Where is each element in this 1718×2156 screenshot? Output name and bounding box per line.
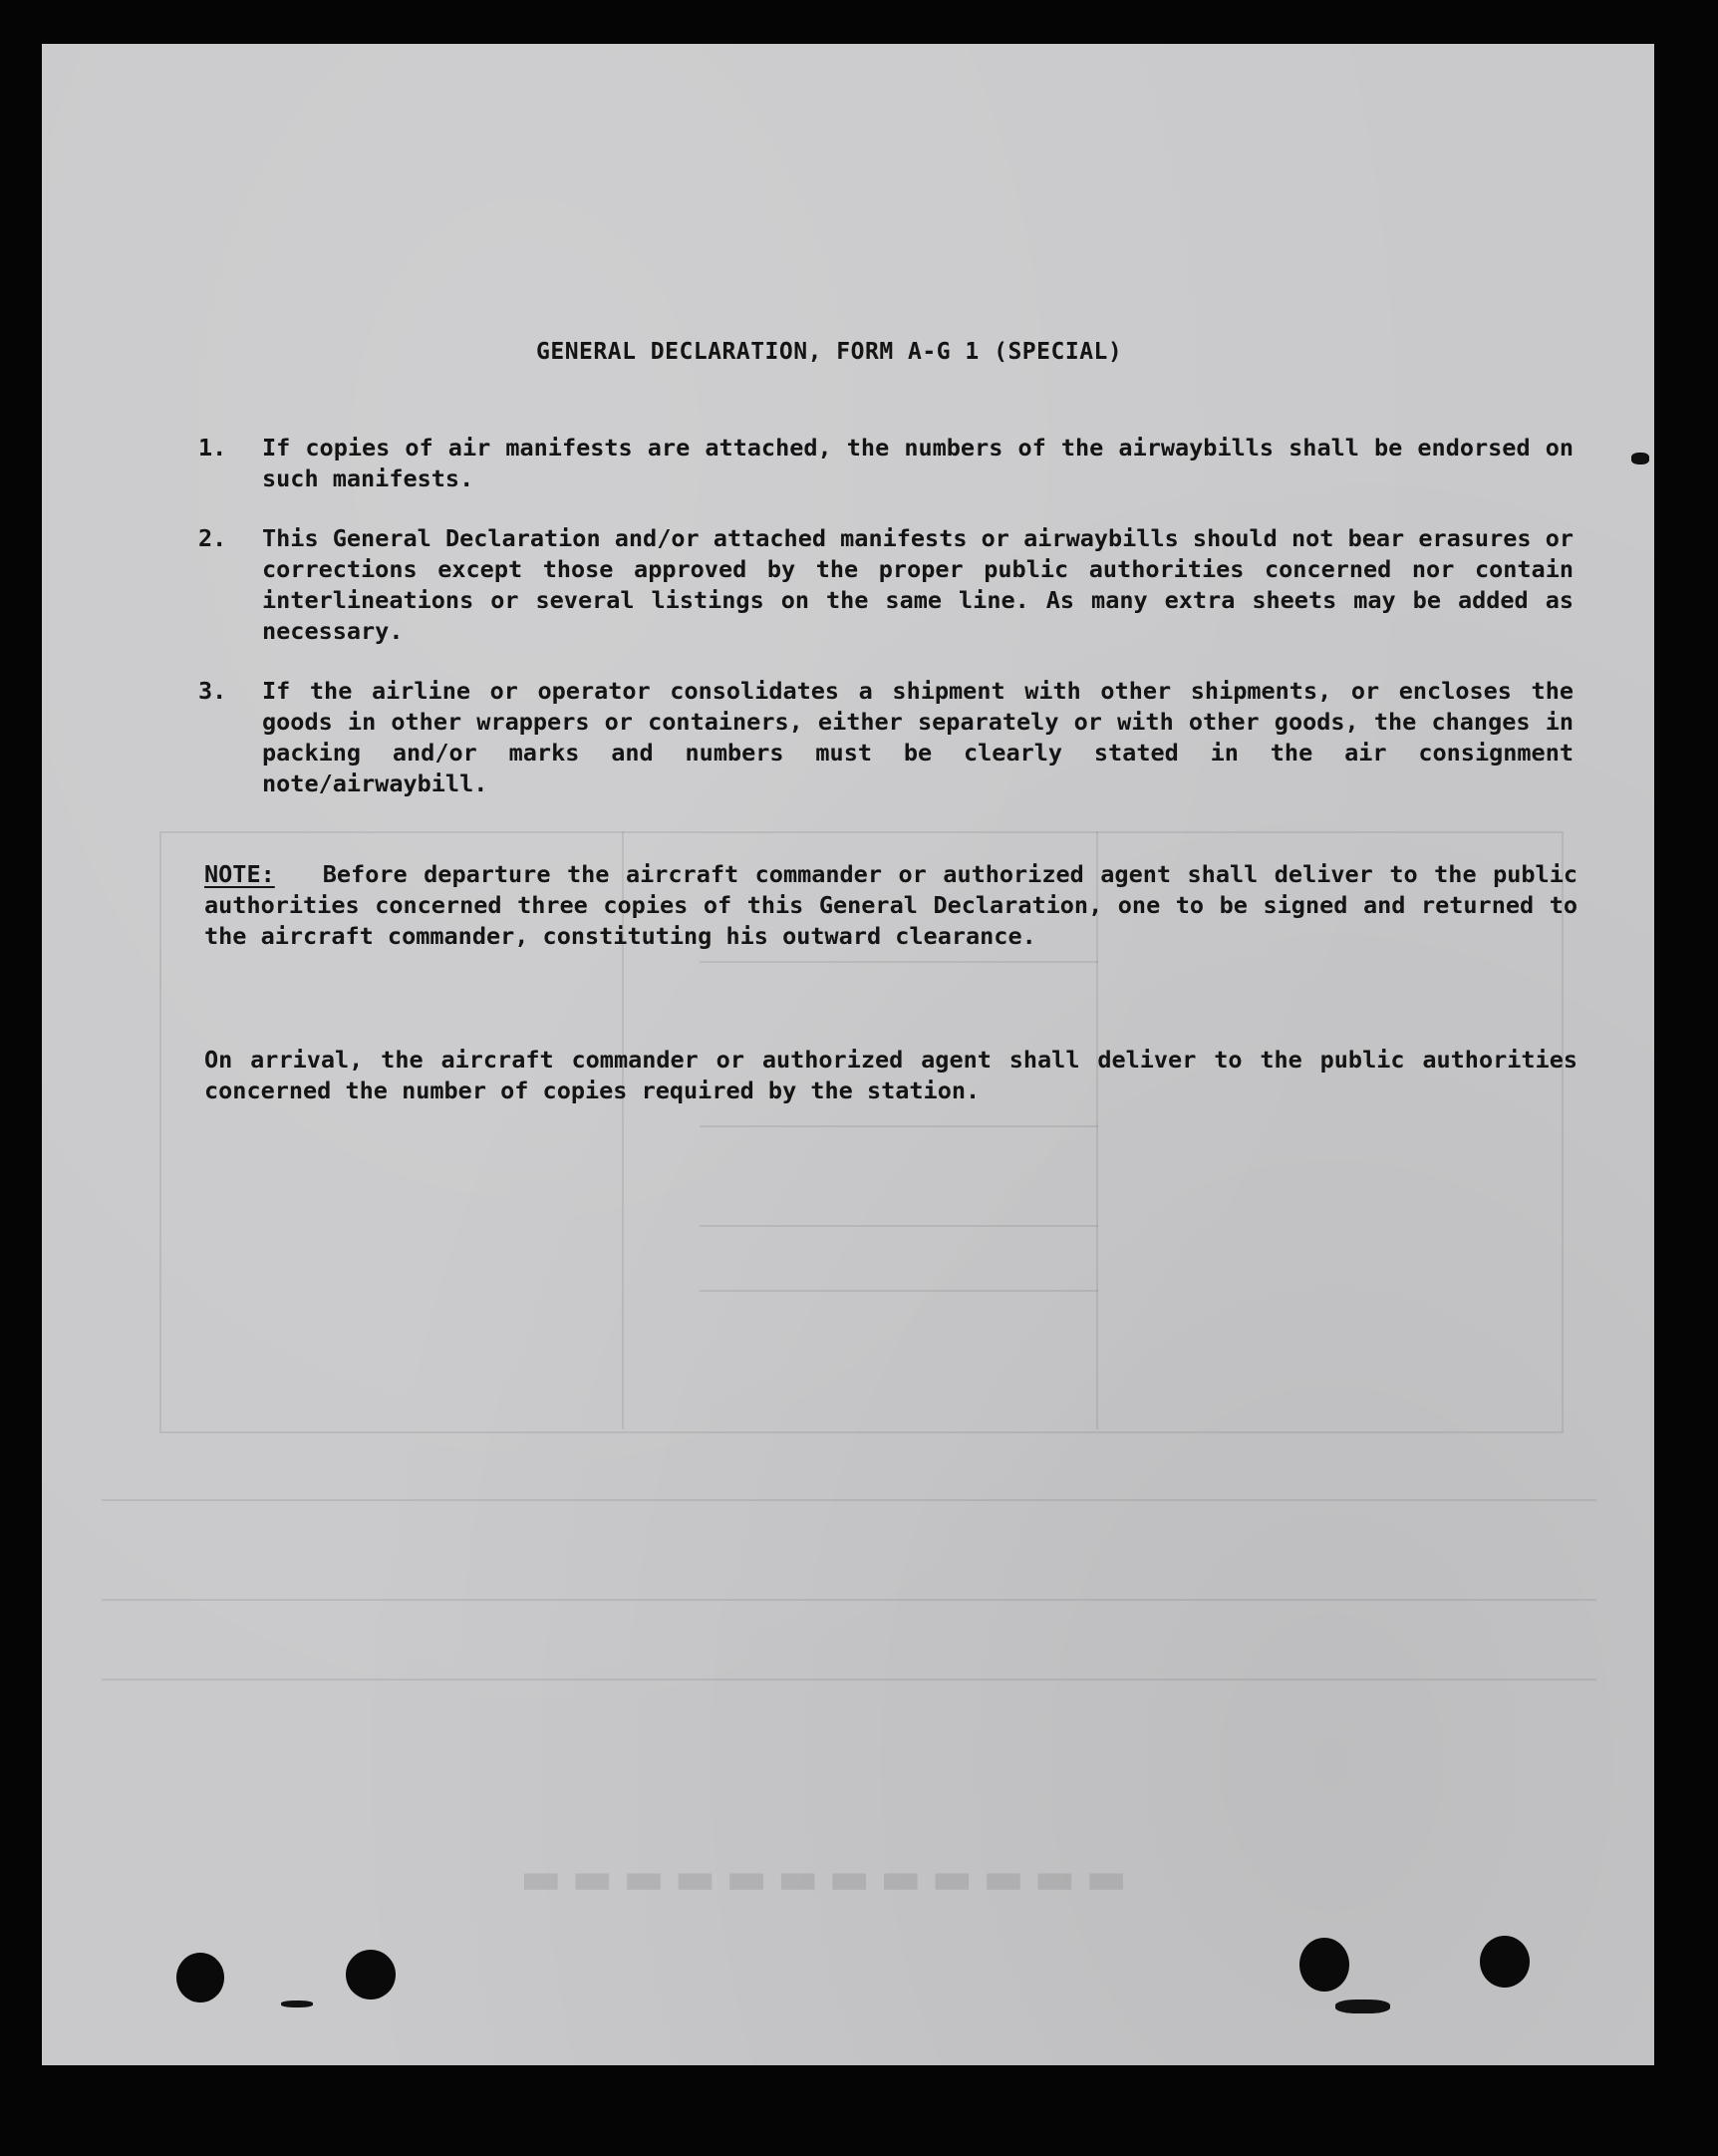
scan-mark	[1335, 2000, 1390, 2013]
note-paragraph	[204, 859, 1577, 952]
document-sheet	[42, 44, 1654, 2065]
scan-mark	[281, 2001, 313, 2007]
item-text: If the airline or operator consolidates a shipment with other shipments, or encloses the goods in other wrappers or containers, either separately or with other goods, the changes in packing and/or marks and numbers must be clearly stated in the air consignment note/airwaybill.	[262, 677, 1574, 797]
item-text: This General Declaration and/or attached manifests or airwaybills should not bear erasures or corrections except those approved by the proper public authorities concerned nor contain interlineations or several listings on the same line. As many extra sheets may be added as necessary.	[262, 524, 1574, 645]
scan-mark	[1631, 453, 1649, 464]
item-number: 3.	[198, 677, 227, 705]
instruction-item-2	[198, 523, 1574, 647]
show-through-heading: ▬▬▬▬▬▬▬▬▬▬▬▬	[510, 1853, 1127, 1904]
punch-hole	[1480, 1936, 1530, 1988]
item-number: 2.	[198, 524, 227, 552]
item-text: If copies of air manifests are attached, the numbers of the airwaybills shall be endorsed on such manifests.	[262, 434, 1574, 492]
arrival-paragraph: On arrival, the aircraft commander or authorized agent shall deliver to the public authorities concerned the number of copies required by the station.	[204, 1046, 1577, 1104]
instruction-item-1	[198, 433, 1574, 494]
instruction-item-3	[198, 676, 1574, 799]
page-title: GENERAL DECLARATION, FORM A-G 1 (SPECIAL)	[536, 339, 1123, 365]
punch-hole	[176, 1953, 224, 2002]
punch-hole	[346, 1950, 396, 2000]
document-content	[42, 44, 1654, 2065]
note-label: NOTE:	[204, 860, 275, 888]
item-number: 1.	[198, 434, 227, 462]
note-text: Before departure the aircraft commander or authorized agent shall deliver to the public authorities concerned three copies of this General Declaration, one to be signed and returned to the aircraft commander, constituting his outward clearance.	[204, 860, 1577, 950]
punch-hole	[1299, 1938, 1349, 1992]
